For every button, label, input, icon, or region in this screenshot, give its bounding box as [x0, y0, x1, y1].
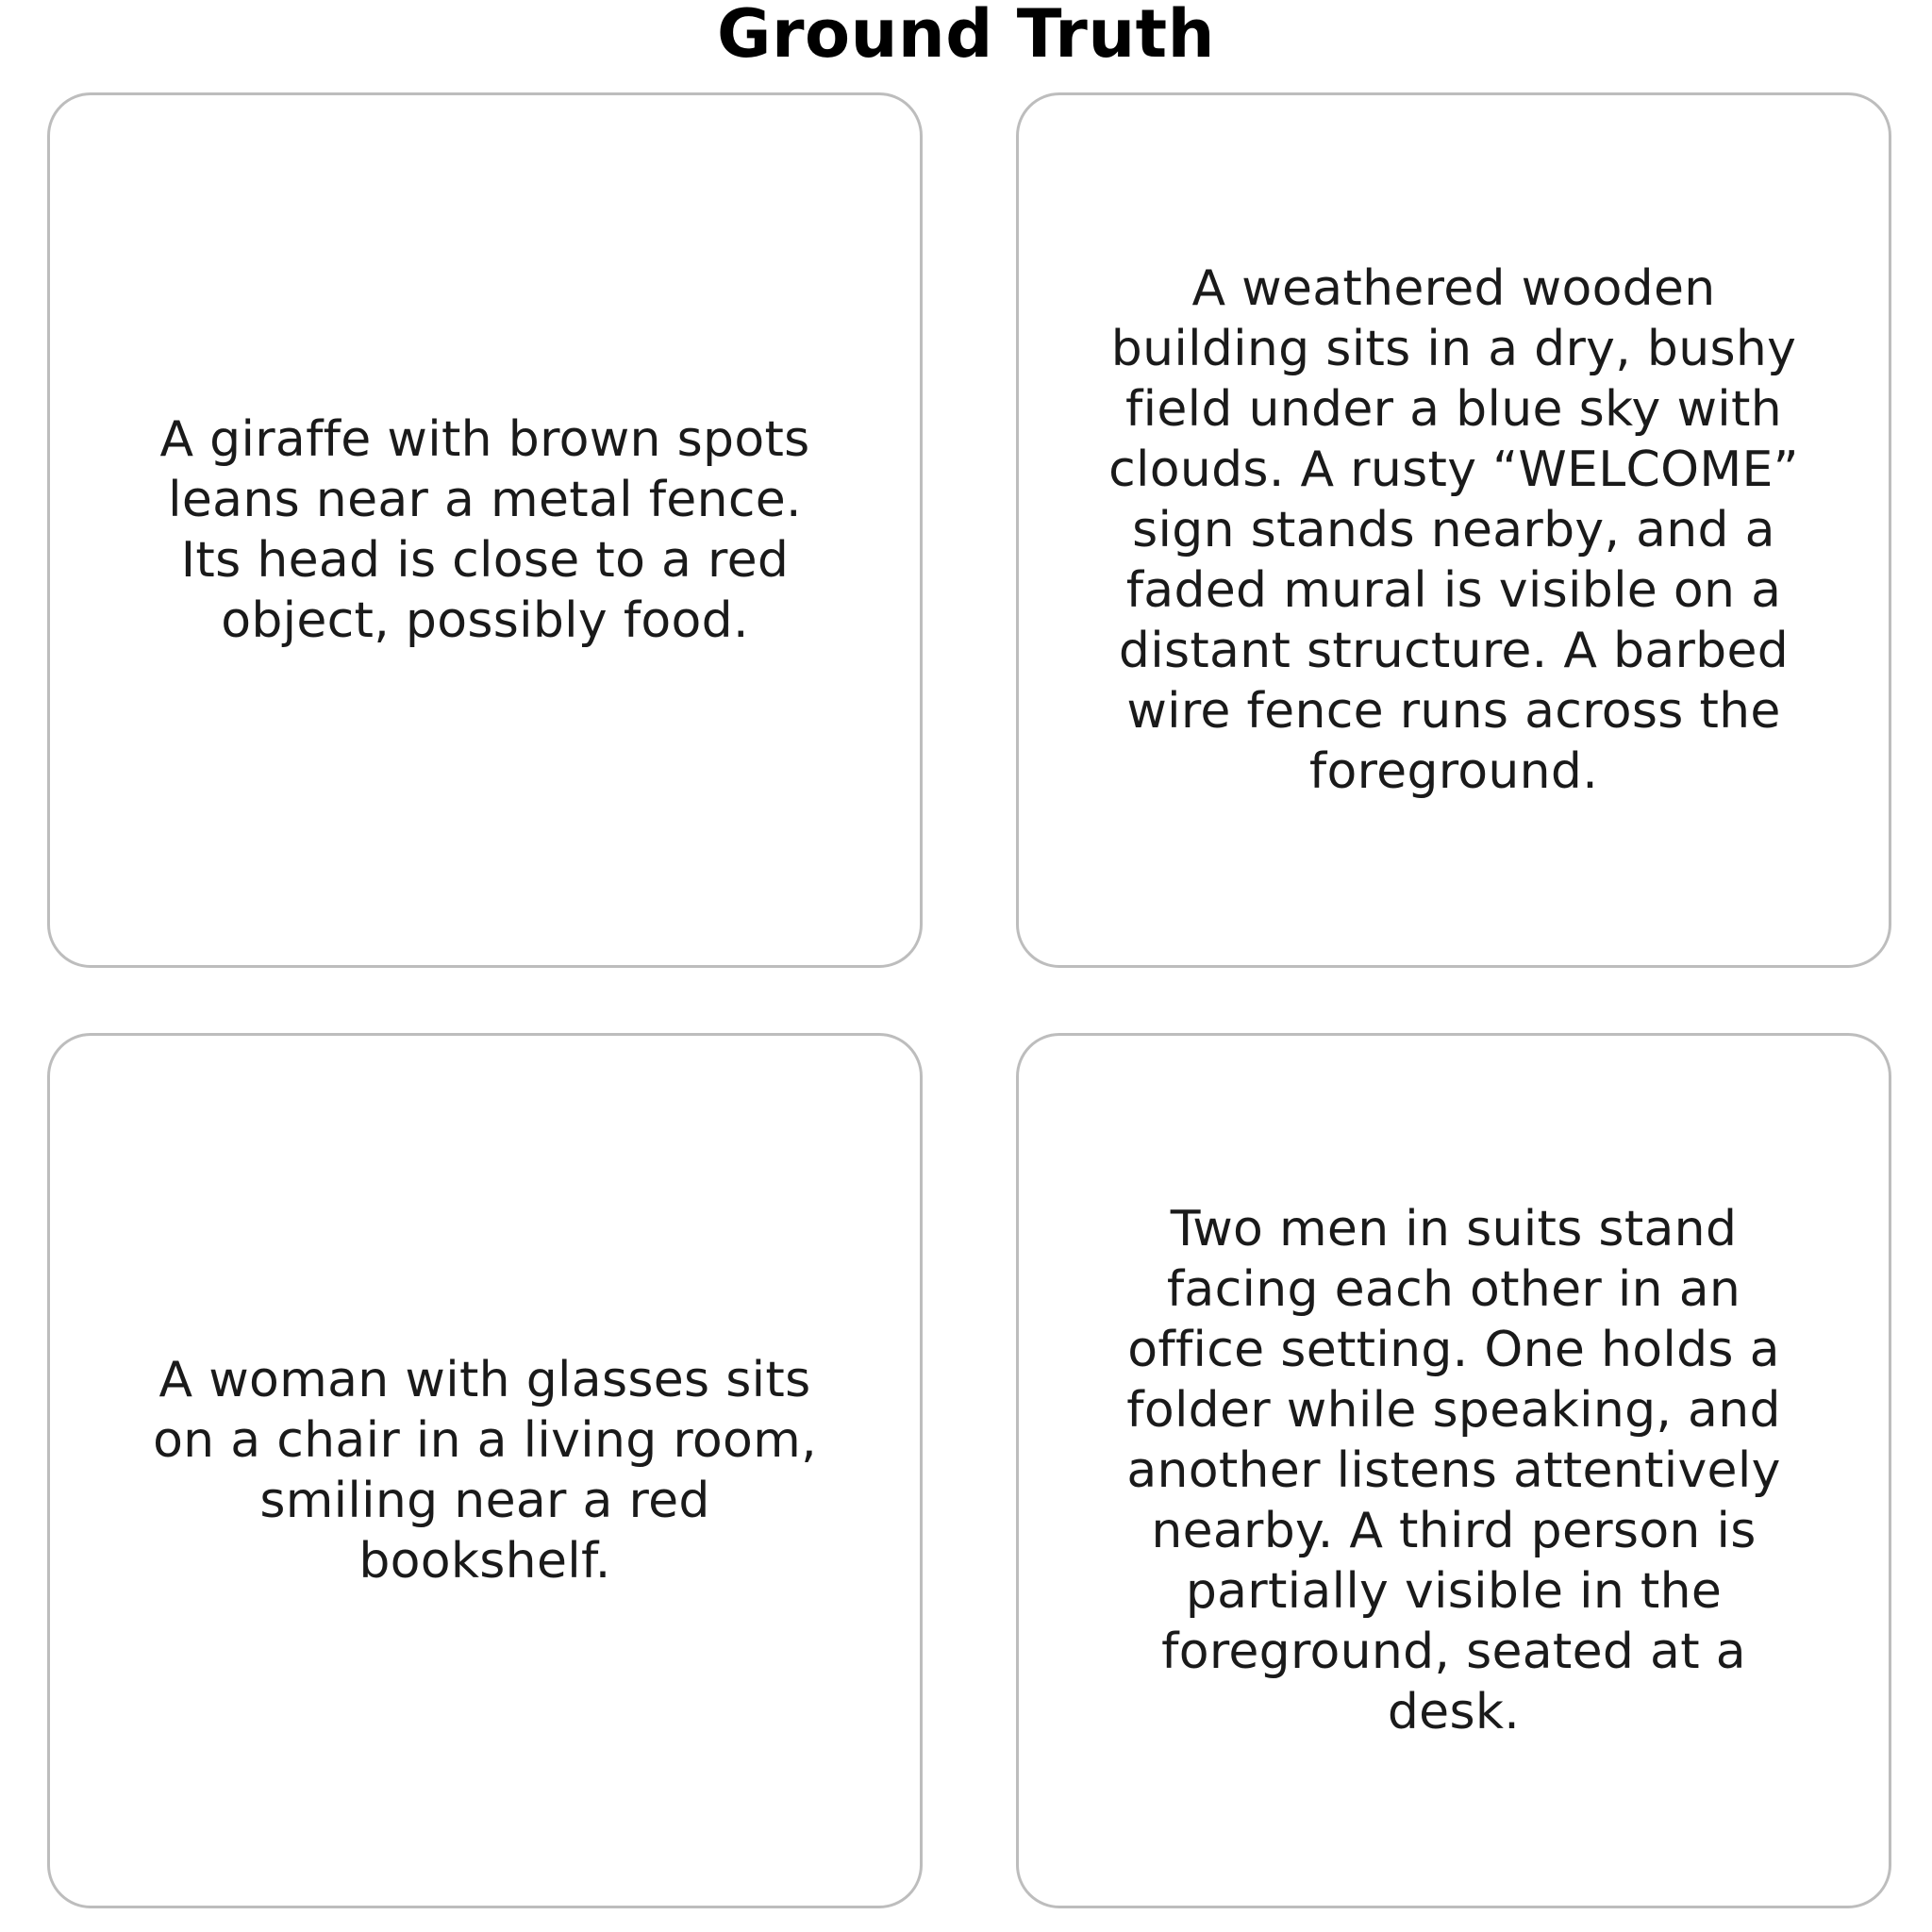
page-title: Ground Truth	[717, 0, 1215, 73]
caption-text: A giraffe with brown spots leans near a metal fence. Its head is close to a red object, possibly food.	[159, 411, 810, 649]
caption-card-3	[47, 1033, 923, 1908]
caption-text: A weathered wooden building sits in a dry, bushy field under a blue sky with clouds. A rusty “WELCOME” sign stands nearby, and a faded mural is visible on a distant structure. A barbed wire fence runs across the foreground.	[1108, 260, 1799, 800]
caption-card-2	[1016, 92, 1891, 968]
caption-card-1	[47, 92, 923, 968]
caption-text: Two men in suits stand facing each other in an office setting. One holds a folder while speaking, and another listens attentively nearby. A third person is partially visible in the foreground, seated at a desk.	[1126, 1201, 1781, 1740]
caption-card-4	[1016, 1033, 1891, 1908]
caption-text: A woman with glasses sits on a chair in a living room, smiling near a red bookshelf.	[153, 1352, 817, 1590]
